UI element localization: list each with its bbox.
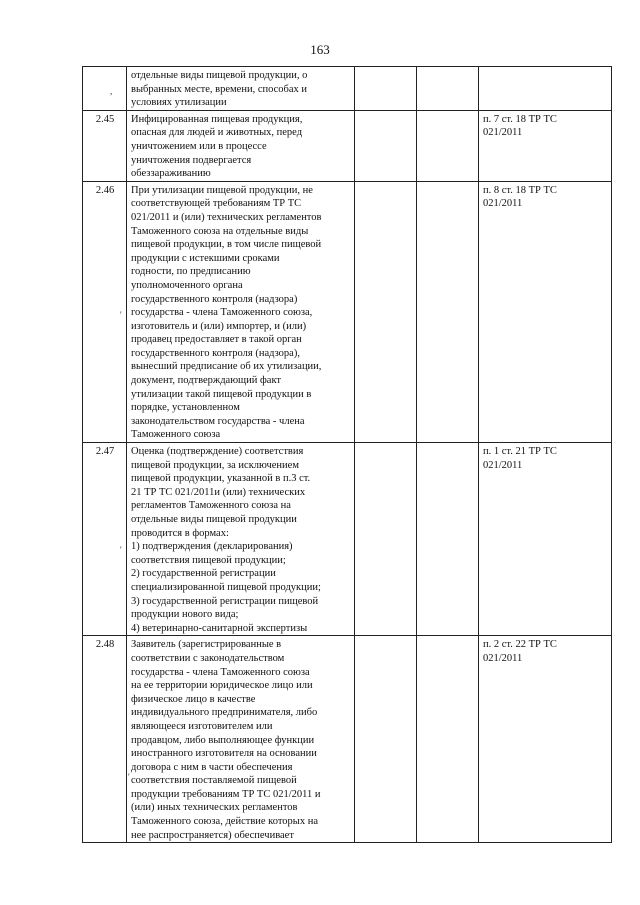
requirement-text-line: проводится в формах: <box>131 527 229 539</box>
requirement-text-cell <box>127 110 355 181</box>
requirement-text-line: обеззараживанию <box>131 168 211 180</box>
empty-cell <box>355 443 417 636</box>
requirement-text-line: государства - члена Таможенного союза <box>131 666 310 678</box>
requirement-text-line: государственного контроля (надзора), <box>131 347 300 359</box>
requirement-text-line: договора с ним в части обеспечения <box>131 761 293 773</box>
empty-cell <box>417 67 479 111</box>
reference-cell <box>479 110 612 181</box>
requirement-text-line: 21 ТР ТС 021/2011и (или) технических <box>131 486 306 498</box>
row-number: 2.46 <box>95 184 115 196</box>
requirement-text-line: отдельные виды пищевой продукции <box>131 514 297 525</box>
requirement-text-line: пищевой продукции, в том числе пищевой <box>131 239 322 251</box>
requirement-text-line: 021/2011 и (или) технических регламентов <box>131 211 322 223</box>
requirement-text-line: Таможенного союза, действие которых на <box>131 816 319 828</box>
requirement-text-line: нее распространяется) обеспечивает <box>131 829 294 841</box>
requirement-text-line: вынесший предписание об их утилизации, <box>131 361 322 373</box>
empty-cell <box>355 67 417 111</box>
margin-tick: ' <box>120 545 122 555</box>
requirement-text-cell <box>127 443 355 636</box>
reference-cell <box>479 636 612 843</box>
reference-cell <box>479 67 612 111</box>
requirement-text-line: пищевой продукции, за исключением <box>131 459 299 471</box>
requirement-text-line: регламентов Таможенного союза на <box>131 500 291 512</box>
requirement-text-line: государства - члена Таможенного союза, <box>131 307 313 319</box>
requirement-text-line: законодательством государства - члена <box>131 415 305 427</box>
requirement-text-line: отдельные виды пищевой продукции, о <box>131 70 308 81</box>
requirement-text-line: уполномоченного органа <box>131 279 243 291</box>
empty-cell <box>355 636 417 843</box>
reference-line: 021/2011 <box>483 127 523 139</box>
reference-cell <box>479 443 612 636</box>
table-row <box>83 636 612 843</box>
row-number-cell <box>83 636 127 843</box>
requirement-text-line: продукции с истекшими сроками <box>131 252 280 264</box>
row-number-cell <box>83 443 127 636</box>
margin-tick: , <box>110 86 113 96</box>
requirement-text-line: 2) государственной регистрации <box>131 568 276 580</box>
requirement-text-line: иностранного изготовителя на основании <box>131 748 317 760</box>
requirement-text-line: 1) подтверждения (декларирования) <box>131 541 293 553</box>
empty-cell <box>355 181 417 442</box>
requirement-text-line: специализированной пищевой продукции; <box>131 581 321 593</box>
requirement-text-line: (или) иных технических регламентов <box>131 802 298 814</box>
requirement-text-line: выбранных месте, времени, способах и <box>131 83 308 95</box>
margin-tick: ' <box>128 772 130 782</box>
requirement-text-line: соответствии с законодательством <box>131 652 285 664</box>
requirement-text-line: продавец предоставляет в такой орган <box>131 334 302 346</box>
requirement-text-cell <box>127 181 355 442</box>
requirement-text-line: продукции нового вида; <box>131 609 239 621</box>
margin-tick: ' <box>120 310 122 320</box>
requirement-text-line: Таможенного союза на отдельные виды <box>131 225 309 237</box>
requirements-table <box>82 66 612 843</box>
requirement-text-cell <box>127 67 355 111</box>
reference-line: 021/2011 <box>483 652 523 664</box>
requirement-text-line: Инфицированная пищевая продукция, <box>131 113 303 125</box>
requirement-text-line: продавцом, либо выполняющее функции <box>131 734 315 746</box>
requirement-text-line: порядке, установленном <box>131 402 240 414</box>
requirement-text-line: При утилизации пищевой продукции, не <box>131 184 313 196</box>
empty-cell <box>417 181 479 442</box>
requirements-table-body <box>83 67 612 843</box>
requirement-text-line: являющееся изготовителем или <box>131 720 273 732</box>
empty-cell <box>417 443 479 636</box>
requirement-text-line: Оценка (подтверждение) соответствия <box>131 446 304 458</box>
requirement-text-line: пищевой продукции, указанной в п.3 ст. <box>131 473 311 485</box>
requirement-text-line: государственного контроля (надзора) <box>131 293 298 305</box>
requirement-text-line: 4) ветеринарно-санитарной экспертизы <box>131 622 308 634</box>
requirement-text-line: годности, по предписанию <box>131 266 251 278</box>
requirement-text-line: опасная для людей и животных, перед <box>131 127 303 139</box>
requirement-text-line: соответствия поставляемой пищевой <box>131 775 297 787</box>
requirement-text-line: Заявитель (зарегистрированные в <box>131 639 282 651</box>
empty-cell <box>417 110 479 181</box>
table-row <box>83 443 612 636</box>
reference-line: 021/2011 <box>483 198 523 210</box>
row-number: 2.45 <box>95 113 115 125</box>
requirement-text-line: на ее территории юридическое лицо или <box>131 680 313 692</box>
requirement-text-line: продукции требованиям ТР ТС 021/2011 и <box>131 788 321 800</box>
requirement-text-line: соответствующей требованиям ТР ТС <box>131 198 302 210</box>
requirement-text-line: уничтожением или в процессе <box>131 140 267 152</box>
row-number: 2.47 <box>95 446 115 458</box>
reference-cell <box>479 181 612 442</box>
row-number-cell <box>83 67 127 111</box>
requirement-text-line: уничтожения подвергается <box>131 154 252 166</box>
reference-line: п. 1 ст. 21 ТР ТС <box>483 446 557 458</box>
table-row <box>83 67 612 111</box>
requirement-text-line: утилизации такой пищевой продукции в <box>131 388 312 400</box>
page-number: 163 <box>310 42 330 57</box>
row-number: 2.48 <box>95 639 115 651</box>
requirement-text-line: 3) государственной регистрации пищевой <box>131 595 319 607</box>
requirement-text-line: изготовитель и (или) импортер, и (или) <box>131 320 307 332</box>
row-number-cell <box>83 110 127 181</box>
requirement-text-line: Таможенного союза <box>131 429 221 441</box>
empty-cell <box>355 110 417 181</box>
requirement-text-line: физическое лицо в качестве <box>131 693 256 705</box>
requirement-text-line: документ, подтверждающий факт <box>131 375 281 387</box>
reference-line: п. 7 ст. 18 ТР ТС <box>483 113 557 125</box>
requirement-text-line: индивидуального предпринимателя, либо <box>131 707 318 719</box>
table-row <box>83 181 612 442</box>
reference-line: п. 8 ст. 18 ТР ТС <box>483 184 557 196</box>
reference-line: п. 2 ст. 22 ТР ТС <box>483 639 557 651</box>
requirement-text-line: условиях утилизации <box>131 97 227 109</box>
reference-line: 021/2011 <box>483 459 523 471</box>
requirement-text-line: соответствия пищевой продукции; <box>131 554 286 566</box>
table-row <box>83 110 612 181</box>
requirement-text-cell <box>127 636 355 843</box>
empty-cell <box>417 636 479 843</box>
